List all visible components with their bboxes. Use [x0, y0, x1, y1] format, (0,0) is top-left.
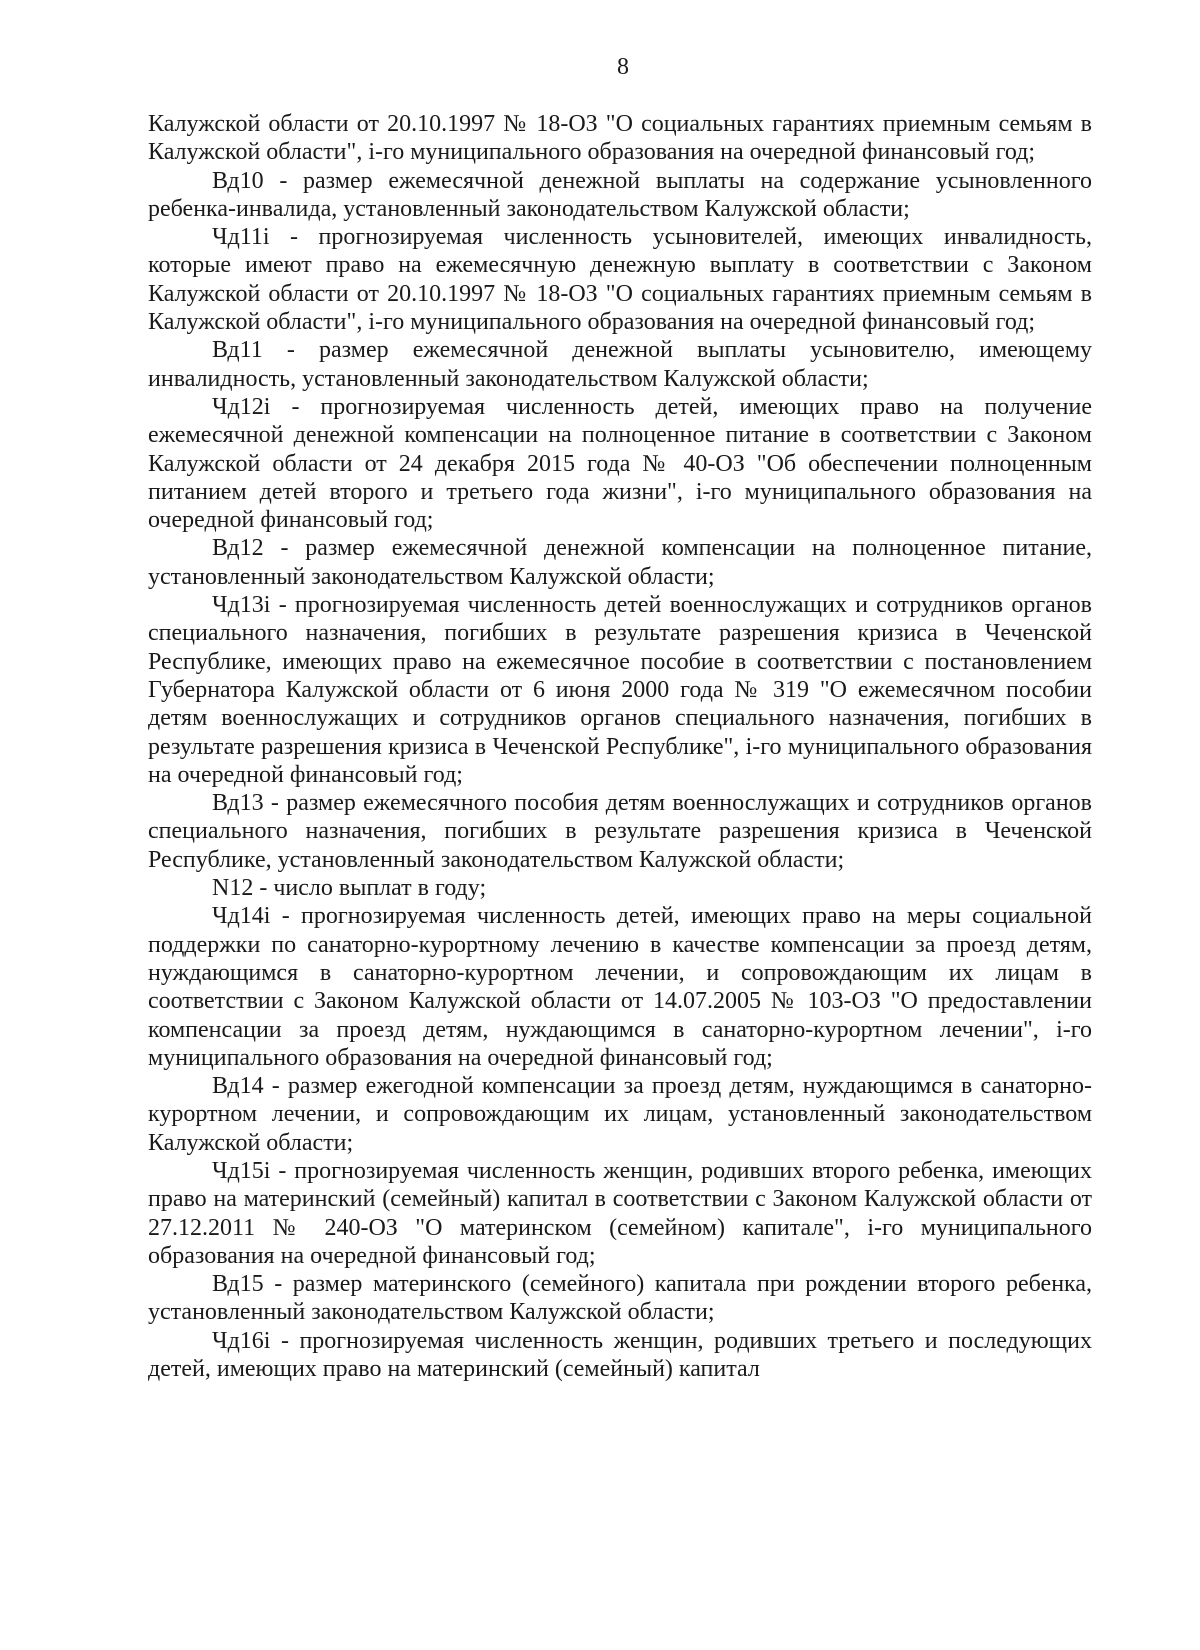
- paragraph-chd16i: Чд16i - прогнозируемая численность женщин, родивших третьего и последующих детей, имеющих право на материнский (семейный) капитал: [148, 1327, 1092, 1383]
- paragraph-chd15i: Чд15i - прогнозируемая численность женщин, родивших второго ребенка, имеющих право на материнский (семейный) капитал в соответствии с Законом Калужской области от 27.12.2011 № 240-ОЗ "О материнском (семейном) капитале", i-го муниципального образования на очередной финансовый год;: [148, 1157, 1092, 1269]
- paragraph-chd11i: Чд11i - прогнозируемая численность усыновителей, имеющих инвалидность, которые имеют право на ежемесячную денежную выплату в соответствии с Законом Калужской области от 20.10.1997 № 18-ОЗ "О социальных гарантиях приемным семьям в Калужской области", i-го муниципального образования на очередной финансовый год;: [148, 224, 1092, 336]
- page-number: 8: [617, 54, 629, 80]
- paragraph-chd14i: Чд14i - прогнозируемая численность детей, имеющих право на меры социальной поддержки по санаторно-курортному лечению в качестве компенсации за проезд детям, нуждающимся в санаторно-курортном лечении, и сопровождающим их лицам в соответствии с Законом Калужской области от 14.07.2005 № 103-ОЗ "О предоставлении компенсации за проезд детям, нуждающимся в санаторно-курортном лечении", i-го муниципального образования на очередной финансовый год;: [148, 903, 1092, 1071]
- paragraph-vd15: Вд15 - размер материнского (семейного) капитала при рождении второго ребенка, установленный законодательством Калужской области;: [148, 1271, 1092, 1326]
- paragraph-vd10: Вд10 - размер ежемесячной денежной выплаты на содержание усыновленного ребенка-инвалида, установленный законодательством Калужской области;: [148, 167, 1092, 222]
- paragraph-vd14: Вд14 - размер ежегодной компенсации за проезд детям, нуждающимся в санаторно-курортном лечении, и сопровождающим их лицам, установленный законодательством Калужской области;: [148, 1073, 1092, 1156]
- paragraph-vd11: Вд11 - размер ежемесячной денежной выплаты усыновителю, имеющему инвалидность, установленный законодательством Калужской области;: [148, 337, 1092, 392]
- paragraph-n12: N12 - число выплат в году;: [212, 875, 487, 902]
- paragraph-vd12: Вд12 - размер ежемесячной денежной компенсации на полноценное питание, установленный законодательством Калужской области;: [148, 535, 1092, 590]
- document-body: [148, 110, 1092, 1383]
- paragraph-vd13: Вд13 - размер ежемесячного пособия детям военнослужащих и сотрудников органов специального назначения, погибших в результате разрешения кризиса в Чеченской Республике, установленный законодательством Калужской области;: [148, 790, 1092, 873]
- paragraph-chd12i: Чд12i - прогнозируемая численность детей, имеющих право на получение ежемесячной денежной компенсации на полноценное питание в соответствии с Законом Калужской области от 24 декабря 2015 года № 40-ОЗ "Об обеспечении полноценным питанием детей второго и третьего года жизни", i-го муниципального образования на очередной финансовый год;: [148, 393, 1092, 534]
- paragraph-continuation: Калужской области от 20.10.1997 № 18-ОЗ "О социальных гарантиях приемным семьям в Калужской области", i-го муниципального образования на очередной финансовый год;: [148, 111, 1092, 166]
- paragraph-chd13i: Чд13i - прогнозируемая численность детей военнослужащих и сотрудников органов специального назначения, погибших в результате разрешения кризиса в Чеченской Республике, имеющих право на ежемесячное пособие в соответствии с постановлением Губернатора Калужской области от 6 июня 2000 года № 319 "О ежемесячном пособии детям военнослужащих и сотрудников органов специального назначения, погибших в результате разрешения кризиса в Чеченской Республике", i-го муниципального образования на очередной финансовый год;: [148, 592, 1092, 788]
